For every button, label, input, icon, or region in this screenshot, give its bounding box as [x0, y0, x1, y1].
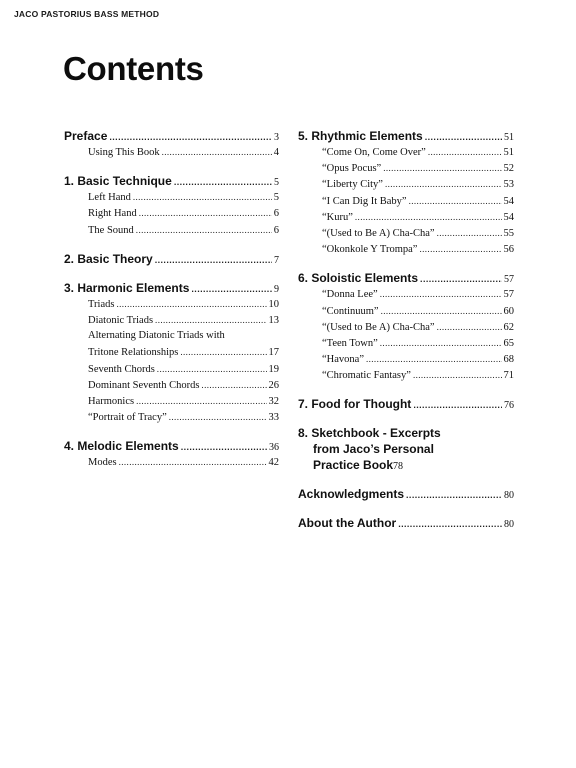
toc-item[interactable]	[298, 160, 514, 176]
toc-section-title: 7. Food for Thought	[298, 397, 412, 412]
dot-leader	[385, 176, 502, 192]
dot-leader	[155, 252, 272, 268]
toc-item-title: “Teen Town”	[322, 337, 378, 349]
dot-leader	[116, 296, 266, 312]
running-head: JACO PASTORIUS BASS METHOD	[14, 9, 160, 19]
dot-leader	[428, 144, 502, 160]
toc-page-number: 71	[503, 370, 514, 382]
toc-item-title: “Donna Lee”	[322, 289, 378, 301]
dot-leader	[201, 377, 266, 393]
toc-item[interactable]	[64, 454, 279, 470]
toc-page-number: 80	[504, 519, 514, 531]
toc-section-title: About the Author	[298, 516, 397, 531]
toc-page-number: 65	[503, 337, 514, 349]
dot-leader	[155, 312, 266, 328]
toc-section-about-the-author[interactable]	[298, 515, 514, 531]
toc-item-title: “Liberty City”	[322, 179, 383, 191]
toc-page-number: 13	[268, 314, 279, 326]
toc-item-title: “Chromatic Fantasy”	[322, 370, 411, 382]
toc-item[interactable]	[298, 193, 514, 209]
toc-left-column	[64, 128, 279, 470]
dot-leader	[380, 286, 502, 302]
dot-leader	[381, 303, 502, 319]
dot-leader	[136, 222, 272, 238]
dot-leader	[191, 281, 272, 297]
toc-page-number: 19	[268, 363, 279, 375]
toc-section-title: 3. Harmonic Elements	[64, 280, 190, 295]
page-title: Contents	[63, 50, 204, 87]
dot-leader	[139, 205, 272, 221]
toc-page-number: 7	[274, 254, 279, 266]
toc-item[interactable]	[64, 222, 279, 238]
toc-item-title: “Opus Pocus”	[322, 163, 382, 175]
toc-page-number: 6	[273, 208, 279, 220]
toc-item-title: Harmonics	[88, 395, 135, 407]
dot-leader	[425, 129, 502, 145]
toc-section-title-line: from Jaco’s Personal	[313, 442, 434, 457]
toc-page-number: 4	[273, 147, 279, 158]
toc-item[interactable]	[64, 296, 279, 312]
dot-leader	[174, 174, 272, 190]
toc-item-title: Seventh Chords	[88, 363, 155, 375]
toc-section-rhythmic-elements[interactable]	[298, 128, 514, 144]
toc-item-title: Triads	[88, 298, 115, 310]
toc-section-sketchbook[interactable]	[298, 425, 514, 473]
dot-leader	[136, 393, 266, 409]
toc-section-acknowledgments[interactable]	[298, 486, 514, 502]
dot-leader	[437, 319, 502, 335]
toc-page-number: 5	[273, 192, 279, 204]
toc-page-number: 55	[503, 227, 514, 239]
toc-item[interactable]	[298, 319, 514, 335]
toc-page-number: 33	[268, 412, 279, 424]
dot-leader	[366, 351, 502, 367]
dot-leader	[157, 361, 267, 377]
toc-item-title: Modes	[88, 457, 117, 469]
toc-item[interactable]	[64, 361, 279, 377]
toc-item[interactable]	[298, 351, 514, 367]
toc-item[interactable]	[64, 377, 279, 393]
toc-page-number: 3	[274, 132, 279, 143]
toc-section-title: Acknowledgments	[298, 487, 405, 502]
toc-section-title: 1. Basic Technique	[64, 174, 172, 189]
toc-item[interactable]	[64, 205, 279, 221]
dot-leader	[383, 160, 501, 176]
toc-item[interactable]	[298, 209, 514, 225]
toc-section-basic-theory[interactable]	[64, 251, 279, 267]
toc-item-title: “(Used to Be A) Cha-Cha”	[322, 321, 435, 333]
toc-page-number: 53	[503, 179, 514, 191]
toc-section-title: 2. Basic Theory	[64, 251, 153, 266]
toc-item-title: Using This Book	[88, 147, 160, 158]
toc-page-number: 68	[503, 354, 514, 366]
dot-leader	[119, 454, 267, 470]
dot-leader	[169, 409, 267, 425]
toc-section-preface[interactable]	[64, 128, 279, 144]
dot-leader	[109, 129, 272, 145]
toc-page-number: 26	[268, 379, 279, 391]
toc-item[interactable]	[64, 144, 279, 160]
toc-item-title: Tritone Relationships	[88, 347, 179, 359]
toc-page-number: 5	[274, 177, 279, 189]
toc-section-title-line: Practice Book	[313, 458, 394, 473]
toc-page-number: 54	[503, 195, 514, 207]
toc-page-number: 6	[273, 224, 279, 236]
toc-page-number: 42	[268, 457, 279, 469]
dot-leader	[419, 241, 501, 257]
toc-page-number: 32	[268, 395, 279, 407]
toc-page-number: 17	[268, 347, 279, 359]
toc-item-title: “Come On, Come Over”	[322, 147, 426, 158]
toc-item-title: “I Can Dig It Baby”	[322, 195, 407, 207]
toc-section-basic-technique[interactable]	[64, 173, 279, 189]
toc-item[interactable]	[64, 409, 279, 425]
toc-item-title: “(Used to Be A) Cha-Cha”	[322, 227, 435, 239]
toc-section-soloistic-elements[interactable]	[298, 270, 514, 286]
toc-page-number: 56	[503, 244, 514, 256]
toc-right-column	[298, 128, 514, 531]
toc-page-number: 76	[504, 400, 514, 412]
toc-item[interactable]	[64, 393, 279, 409]
toc-item-title: “Continuum”	[322, 305, 379, 317]
toc-section-melodic-elements[interactable]	[64, 438, 279, 454]
toc-page-number: 62	[503, 321, 514, 333]
toc-page-number: 78	[393, 461, 404, 473]
toc-item-title: “Kuru”	[322, 211, 353, 223]
toc-item-title: Alternating Diatonic Triads with	[88, 330, 225, 342]
toc-page-number: 51	[504, 132, 514, 143]
dot-leader	[413, 367, 502, 383]
toc-item-title: Right Hand	[88, 208, 137, 220]
toc-page-number: 60	[503, 305, 514, 317]
dot-leader	[420, 271, 502, 287]
toc-item[interactable]	[298, 335, 514, 351]
toc-page-number: 52	[503, 163, 514, 175]
dot-leader	[355, 209, 502, 225]
dot-leader	[413, 397, 502, 413]
toc-item[interactable]	[64, 189, 279, 205]
toc-page-number: 51	[503, 147, 514, 158]
toc-section-title: Preface	[64, 129, 108, 143]
toc-item-title: “Havona”	[322, 354, 364, 366]
toc-item-title: “Portrait of Tracy”	[88, 412, 167, 424]
toc-item[interactable]	[298, 144, 514, 160]
toc-section-title: 4. Melodic Elements	[64, 439, 179, 454]
dot-leader	[409, 193, 502, 209]
dot-leader	[180, 344, 266, 360]
toc-item[interactable]	[298, 303, 514, 319]
toc-item-title: The Sound	[88, 224, 134, 236]
toc-item-title: “Okonkole Y Trompa”	[322, 244, 418, 256]
toc-section-title-line: 8. Sketchbook - Excerpts	[298, 426, 441, 441]
toc-item-title: Left Hand	[88, 192, 131, 204]
dot-leader	[406, 487, 502, 503]
toc-item-title: Dominant Seventh Chords	[88, 379, 200, 391]
dot-leader	[181, 439, 267, 455]
toc-section-title: 6. Soloistic Elements	[298, 271, 419, 286]
toc-section-harmonic-elements[interactable]	[64, 280, 279, 296]
toc-item-continued[interactable]	[64, 328, 279, 344]
toc-item[interactable]	[298, 176, 514, 192]
toc-page-number: 57	[504, 274, 514, 286]
toc-page-number: 9	[274, 283, 279, 295]
dot-leader	[398, 516, 502, 532]
toc-page-number: 57	[503, 289, 514, 301]
toc-item[interactable]	[298, 225, 514, 241]
toc-page-number: 10	[268, 298, 279, 310]
toc-item[interactable]	[64, 344, 279, 360]
dot-leader	[162, 144, 272, 160]
toc-section-title: 5. Rhythmic Elements	[298, 129, 423, 143]
toc-item[interactable]	[298, 367, 514, 383]
dot-leader	[380, 335, 502, 351]
toc-page-number: 80	[504, 490, 514, 502]
toc-page-number: 54	[503, 211, 514, 223]
dot-leader	[133, 189, 272, 205]
toc-item[interactable]	[298, 286, 514, 302]
toc-item[interactable]	[64, 312, 279, 328]
dot-leader	[437, 225, 502, 241]
toc-section-food-for-thought[interactable]	[298, 396, 514, 412]
toc-item-title: Diatonic Triads	[88, 314, 154, 326]
toc-page-number: 36	[269, 442, 279, 454]
toc-item[interactable]	[298, 241, 514, 257]
